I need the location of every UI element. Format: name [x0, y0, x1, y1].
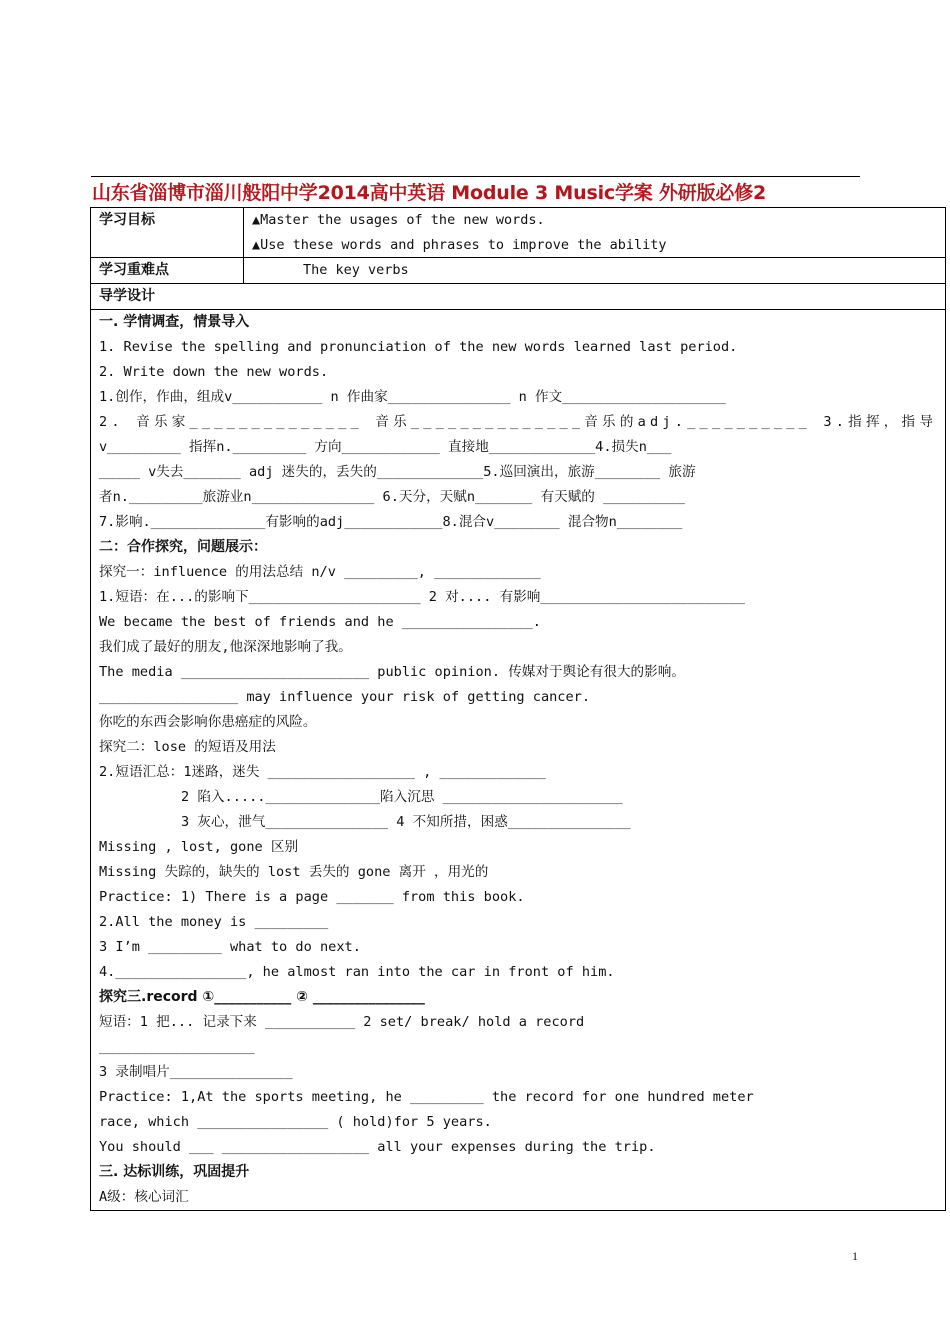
text-line: 2.All the money is _________	[99, 914, 329, 930]
text-line: The media _______________________ public opinion. 传媒对于舆论有很大的影响。	[99, 664, 685, 680]
text-line: 4.________________, he almost ran into the car in front of him.	[99, 964, 615, 980]
goals-label: 学习目标	[99, 212, 155, 228]
text-line: 你吃的东西会影响你患癌症的风险。	[99, 714, 317, 730]
text-line: 2 陷入.....______________陷入沉思 ______________________	[181, 789, 623, 805]
text-line: race, which ________________ ( hold)for 5 years.	[99, 1114, 492, 1130]
study-plan-table	[90, 207, 946, 1211]
text-line: 者n._________旅游业n_______________ 6.天分，天赋n_______ 有天赋的 __________	[99, 489, 685, 505]
header-rule	[91, 176, 860, 177]
design-label: 导学设计	[99, 288, 155, 304]
text-line: 7.影响.______________有影响的adj____________8.混合v________ 混合物n________	[99, 514, 683, 530]
goals-row	[91, 208, 946, 258]
page-number: 1	[852, 1249, 858, 1263]
goal-2: ▲Use these words and phrases to improve the ability	[252, 236, 667, 253]
document-title: 山东省淄博市淄川般阳中学2014高中英语 Module 3 Music学案 外研版必修2	[92, 182, 766, 204]
design-row	[91, 284, 946, 310]
content-row	[91, 310, 946, 1211]
goal-1: ▲Master the usages of the new words.	[252, 212, 545, 228]
text-line: A级：核心词汇	[99, 1189, 189, 1205]
difficulty-label: 学习重难点	[99, 262, 169, 278]
text-line: 2.短语汇总：1迷路，迷失 __________________ , _____________	[99, 764, 546, 780]
difficulty-cell	[244, 258, 946, 284]
goals-label-cell	[91, 208, 244, 258]
text-line: 短语：1 把... 记录下来 ___________ 2 set/ break/ hold a record	[99, 1014, 585, 1030]
text-line: 1. Revise the spelling and pronunciation of the new words learned last period.	[99, 339, 738, 355]
content-cell	[91, 310, 946, 1211]
text-line: We became the best of friends and he ________________.	[99, 614, 541, 630]
text-line: 3 录制唱片_______________	[99, 1064, 293, 1080]
section-heading: 三. 达标训练，巩固提升	[99, 1164, 250, 1180]
text-line: Practice: 1) There is a page _______ from this book.	[99, 889, 525, 905]
text-line: 2. 音乐家______________ 音乐______________音乐的adj.__________ 3.指挥，指导	[99, 414, 938, 430]
text-line: Practice: 1,At the sports meeting, he _________ the record for one hundred meter	[99, 1089, 754, 1105]
text-line: Missing 失踪的，缺失的 lost 丢失的 gone 离开 ，用光的	[99, 864, 489, 880]
text-line: You should ___ __________________ all your expenses during the trip.	[99, 1139, 656, 1155]
text-line: 1.创作，作曲，组成v___________ n 作曲家_______________ n 作文____________________	[99, 389, 726, 405]
goals-cell	[244, 208, 946, 258]
difficulty-text: The key verbs	[303, 262, 409, 278]
text-line: 1.短语：在...的影响下_____________________ 2 对.... 有影响_________________________	[99, 589, 745, 605]
text-line: 探究一：influence 的用法总结 n/v _________, _____________	[99, 564, 541, 580]
text-line: 我们成了最好的朋友,他深深地影响了我。	[99, 639, 352, 655]
text-line: v_________ 指挥n._________ 方向____________ 直接地_____________4.损失n___	[99, 439, 672, 455]
text-line: 3 灰心，泄气_______________ 4 不知所措，困惑_______________	[181, 814, 631, 830]
difficulty-row	[91, 258, 946, 284]
difficulty-label-cell	[91, 258, 244, 284]
text-line: 3 I’m _________ what to do next.	[99, 939, 361, 955]
text-line: 2. Write down the new words.	[99, 364, 329, 380]
text-line: Missing , lost, gone 区别	[99, 839, 299, 855]
design-label-cell	[91, 284, 946, 310]
text-line: 探究二：lose 的短语及用法	[99, 739, 276, 755]
section-heading: 二：合作探究，问题展示：	[99, 539, 267, 555]
section-heading: 一. 学情调查，情景导入	[99, 314, 250, 330]
section-heading: 探究三.record ①___________ ② ________________	[99, 989, 425, 1005]
text-line: _____ v失去_______ adj 迷失的，丢失的_____________5.巡回演出，旅游________ 旅游	[99, 464, 696, 480]
text-line: ___________________	[99, 1039, 255, 1055]
text-line: _________________ may influence your risk of getting cancer.	[99, 689, 591, 705]
